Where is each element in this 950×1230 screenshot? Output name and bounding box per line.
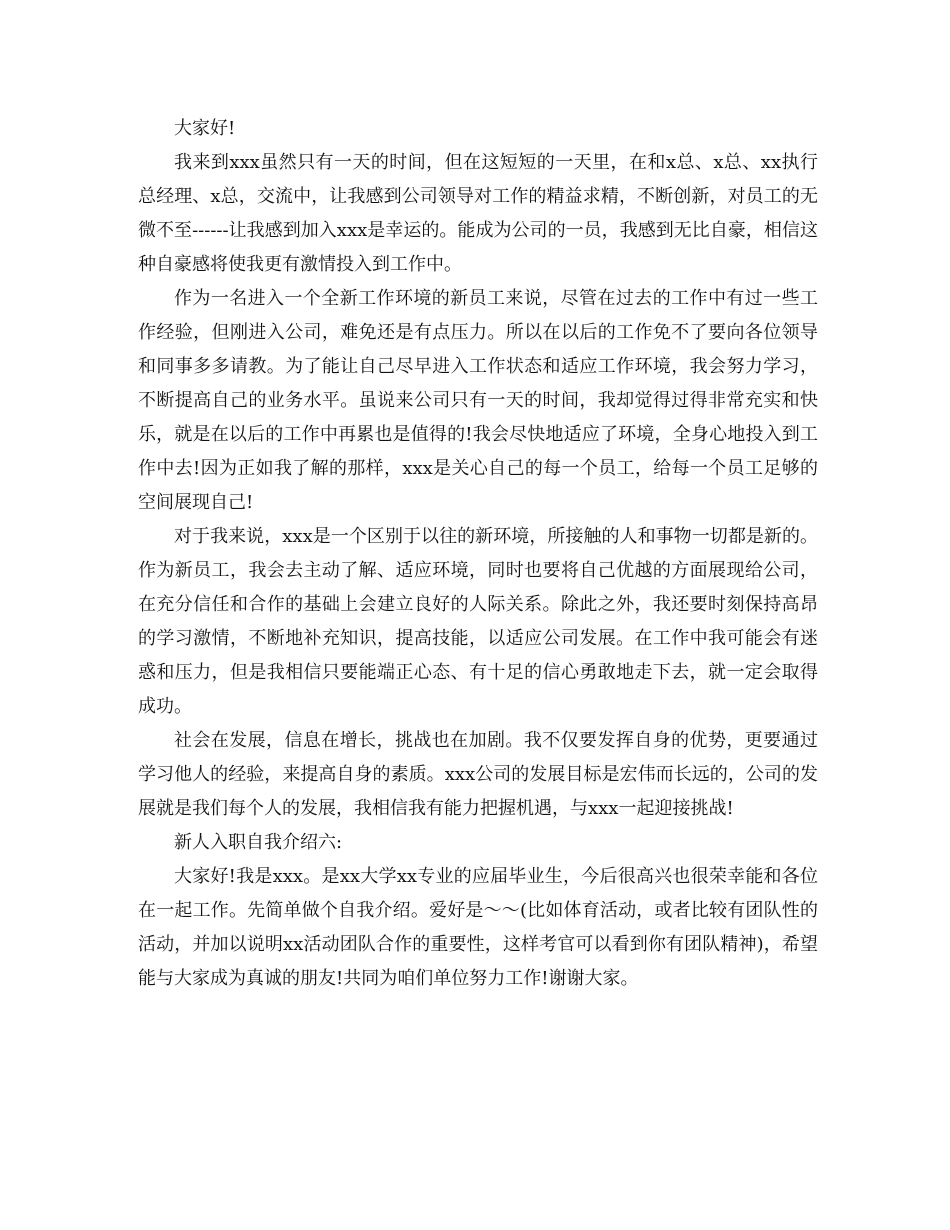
paragraph-greeting: 大家好! bbox=[174, 118, 236, 139]
paragraph-development: 社会在发展，信息在增长，挑战也在加剧。我不仅要发挥自身的优势，更要通过学习他人的经验，来提高自身的素质。xxx公司的发展目标是宏伟而长远的，公司的发展就是我们每个人的发展，我相信我有能力把握机遇，与xxx一起迎接挑战! bbox=[138, 730, 818, 819]
document-body bbox=[138, 112, 818, 996]
paragraph-new-environment: 对于我来说，xxx是一个区别于以往的新环境，所接触的人和事物一切都是新的。作为新员工，我会去主动了解、适应环境，同时也要将自己优越的方面展现给公司，在充分信任和合作的基础上会建立良好的人际关系。除此之外，我还要时刻保持高昂的学习激情，不断地补充知识，提高技能，以适应公司发展。在工作中我可能会有迷惑和压力，但是我相信只要能端正心态、有十足的信心勇敢地走下去，就一定会取得成功。 bbox=[138, 526, 818, 717]
paragraph-self-introduction: 大家好!我是xxx。是xx大学xx专业的应届毕业生，今后很高兴也很荣幸能和各位在一起工作。先简单做个自我介绍。爱好是～～(比如体育活动，或者比较有团队性的活动，并加以说明xx活动团队合作的重要性，这样考官可以看到你有团队精神)，希望能与大家成为真诚的朋友!共同为咱们单位努力工作!谢谢大家。 bbox=[138, 866, 818, 989]
paragraph-first-day: 我来到xxx虽然只有一天的时间，但在这短短的一天里，在和x总、x总、xx执行总经理、x总，交流中，让我感到公司领导对工作的精益求精，不断创新，对员工的无微不至------让我感到加入xxx是幸运的。能成为公司的一员，我感到无比自豪，相信这种自豪感将使我更有激情投入到工作中。 bbox=[138, 152, 818, 275]
paragraph-new-employee: 作为一名进入一个全新工作环境的新员工来说，尽管在过去的工作中有过一些工作经验，但刚进入公司，难免还是有点压力。所以在以后的工作免不了要向各位领导和同事多多请教。为了能让自己尽早进入工作状态和适应工作环境，我会努力学习，不断提高自己的业务水平。虽说来公司只有一天的时间，我却觉得过得非常充实和快乐，就是在以后的工作中再累也是值得的!我会尽快地适应了环境，全身心地投入到工作中去!因为正如我了解的那样，xxx是关心自己的每一个员工，给每一个员工足够的空间展现自己! bbox=[138, 288, 818, 513]
section-heading: 新人入职自我介绍六: bbox=[174, 832, 343, 853]
